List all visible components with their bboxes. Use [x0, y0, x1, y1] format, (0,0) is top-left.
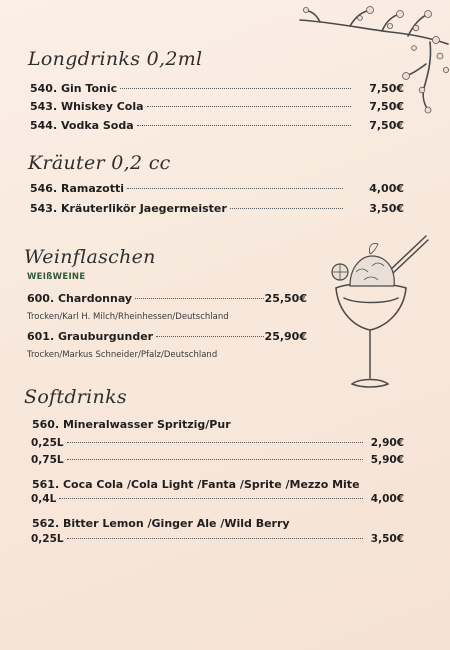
drink-group-title: 560. Mineralwasser Spritzig/Pur [32, 418, 231, 431]
section-title-wein: Weinflaschen [24, 246, 156, 268]
menu-item [30, 182, 404, 195]
item-price: 7,50€ [369, 119, 404, 132]
section-title-longdrinks: Longdrinks 0,2ml [28, 48, 203, 70]
dot-leader [67, 442, 363, 443]
size-label: 0,25L [31, 533, 64, 545]
item-note: Trocken/Markus Schneider/Pfalz/Deutschland [27, 350, 218, 360]
menu-item [30, 100, 404, 113]
size-row [31, 454, 404, 466]
item-name: 543. Kräuterlikör Jaegermeister [30, 202, 227, 215]
drink-group-title: 561. Coca Cola /Cola Light /Fanta /Sprite /Mezzo Mite [32, 478, 360, 491]
menu-item [30, 202, 404, 215]
item-name: 600. Chardonnay [27, 292, 133, 305]
section-title-softdrinks: Softdrinks [24, 386, 127, 408]
size-label: 0,75L [31, 454, 64, 466]
size-row [31, 493, 404, 505]
item-price: 3,50€ [369, 202, 404, 215]
item-price: 3,50€ [370, 533, 404, 545]
dot-leader [137, 125, 352, 126]
dot-leader [147, 106, 352, 107]
size-label: 0,25L [31, 437, 64, 449]
dot-leader [67, 538, 363, 539]
item-name: 543. Whiskey Cola [30, 100, 144, 113]
cocktail-glass-icon [326, 232, 436, 392]
item-price: 7,50€ [369, 82, 404, 95]
size-row [31, 437, 404, 449]
item-note: Trocken/Karl H. Milch/Rheinhessen/Deutschland [27, 312, 229, 322]
item-name: 540. Gin Tonic [30, 82, 118, 95]
item-price: 4,00€ [370, 493, 404, 505]
item-name: 546. Ramazotti [30, 182, 124, 195]
wine-category-label: WEIßWEINE [27, 272, 86, 282]
item-name: 601. Grauburgunder [27, 330, 154, 343]
menu-item [30, 119, 404, 132]
menu-item [27, 330, 307, 343]
dot-leader [156, 336, 263, 337]
size-row [31, 533, 404, 545]
size-label: 0,4L [31, 493, 57, 505]
menu-item [27, 292, 307, 305]
menu-item [30, 82, 404, 95]
item-price: 4,00€ [369, 182, 404, 195]
dot-leader [135, 298, 263, 299]
item-price: 7,50€ [369, 100, 404, 113]
dot-leader [59, 498, 362, 499]
item-price: 2,90€ [370, 437, 404, 449]
item-price: 5,90€ [370, 454, 404, 466]
dot-leader [127, 188, 343, 189]
drink-group-title: 562. Bitter Lemon /Ginger Ale /Wild Berry [32, 517, 290, 530]
dot-leader [230, 208, 343, 209]
dot-leader [67, 459, 363, 460]
dot-leader [120, 88, 351, 89]
item-name: 544. Vodka Soda [30, 119, 134, 132]
item-price: 25,50€ [264, 292, 307, 305]
item-price: 25,90€ [264, 330, 307, 343]
section-title-kraeuter: Kräuter 0,2 cc [28, 152, 171, 174]
